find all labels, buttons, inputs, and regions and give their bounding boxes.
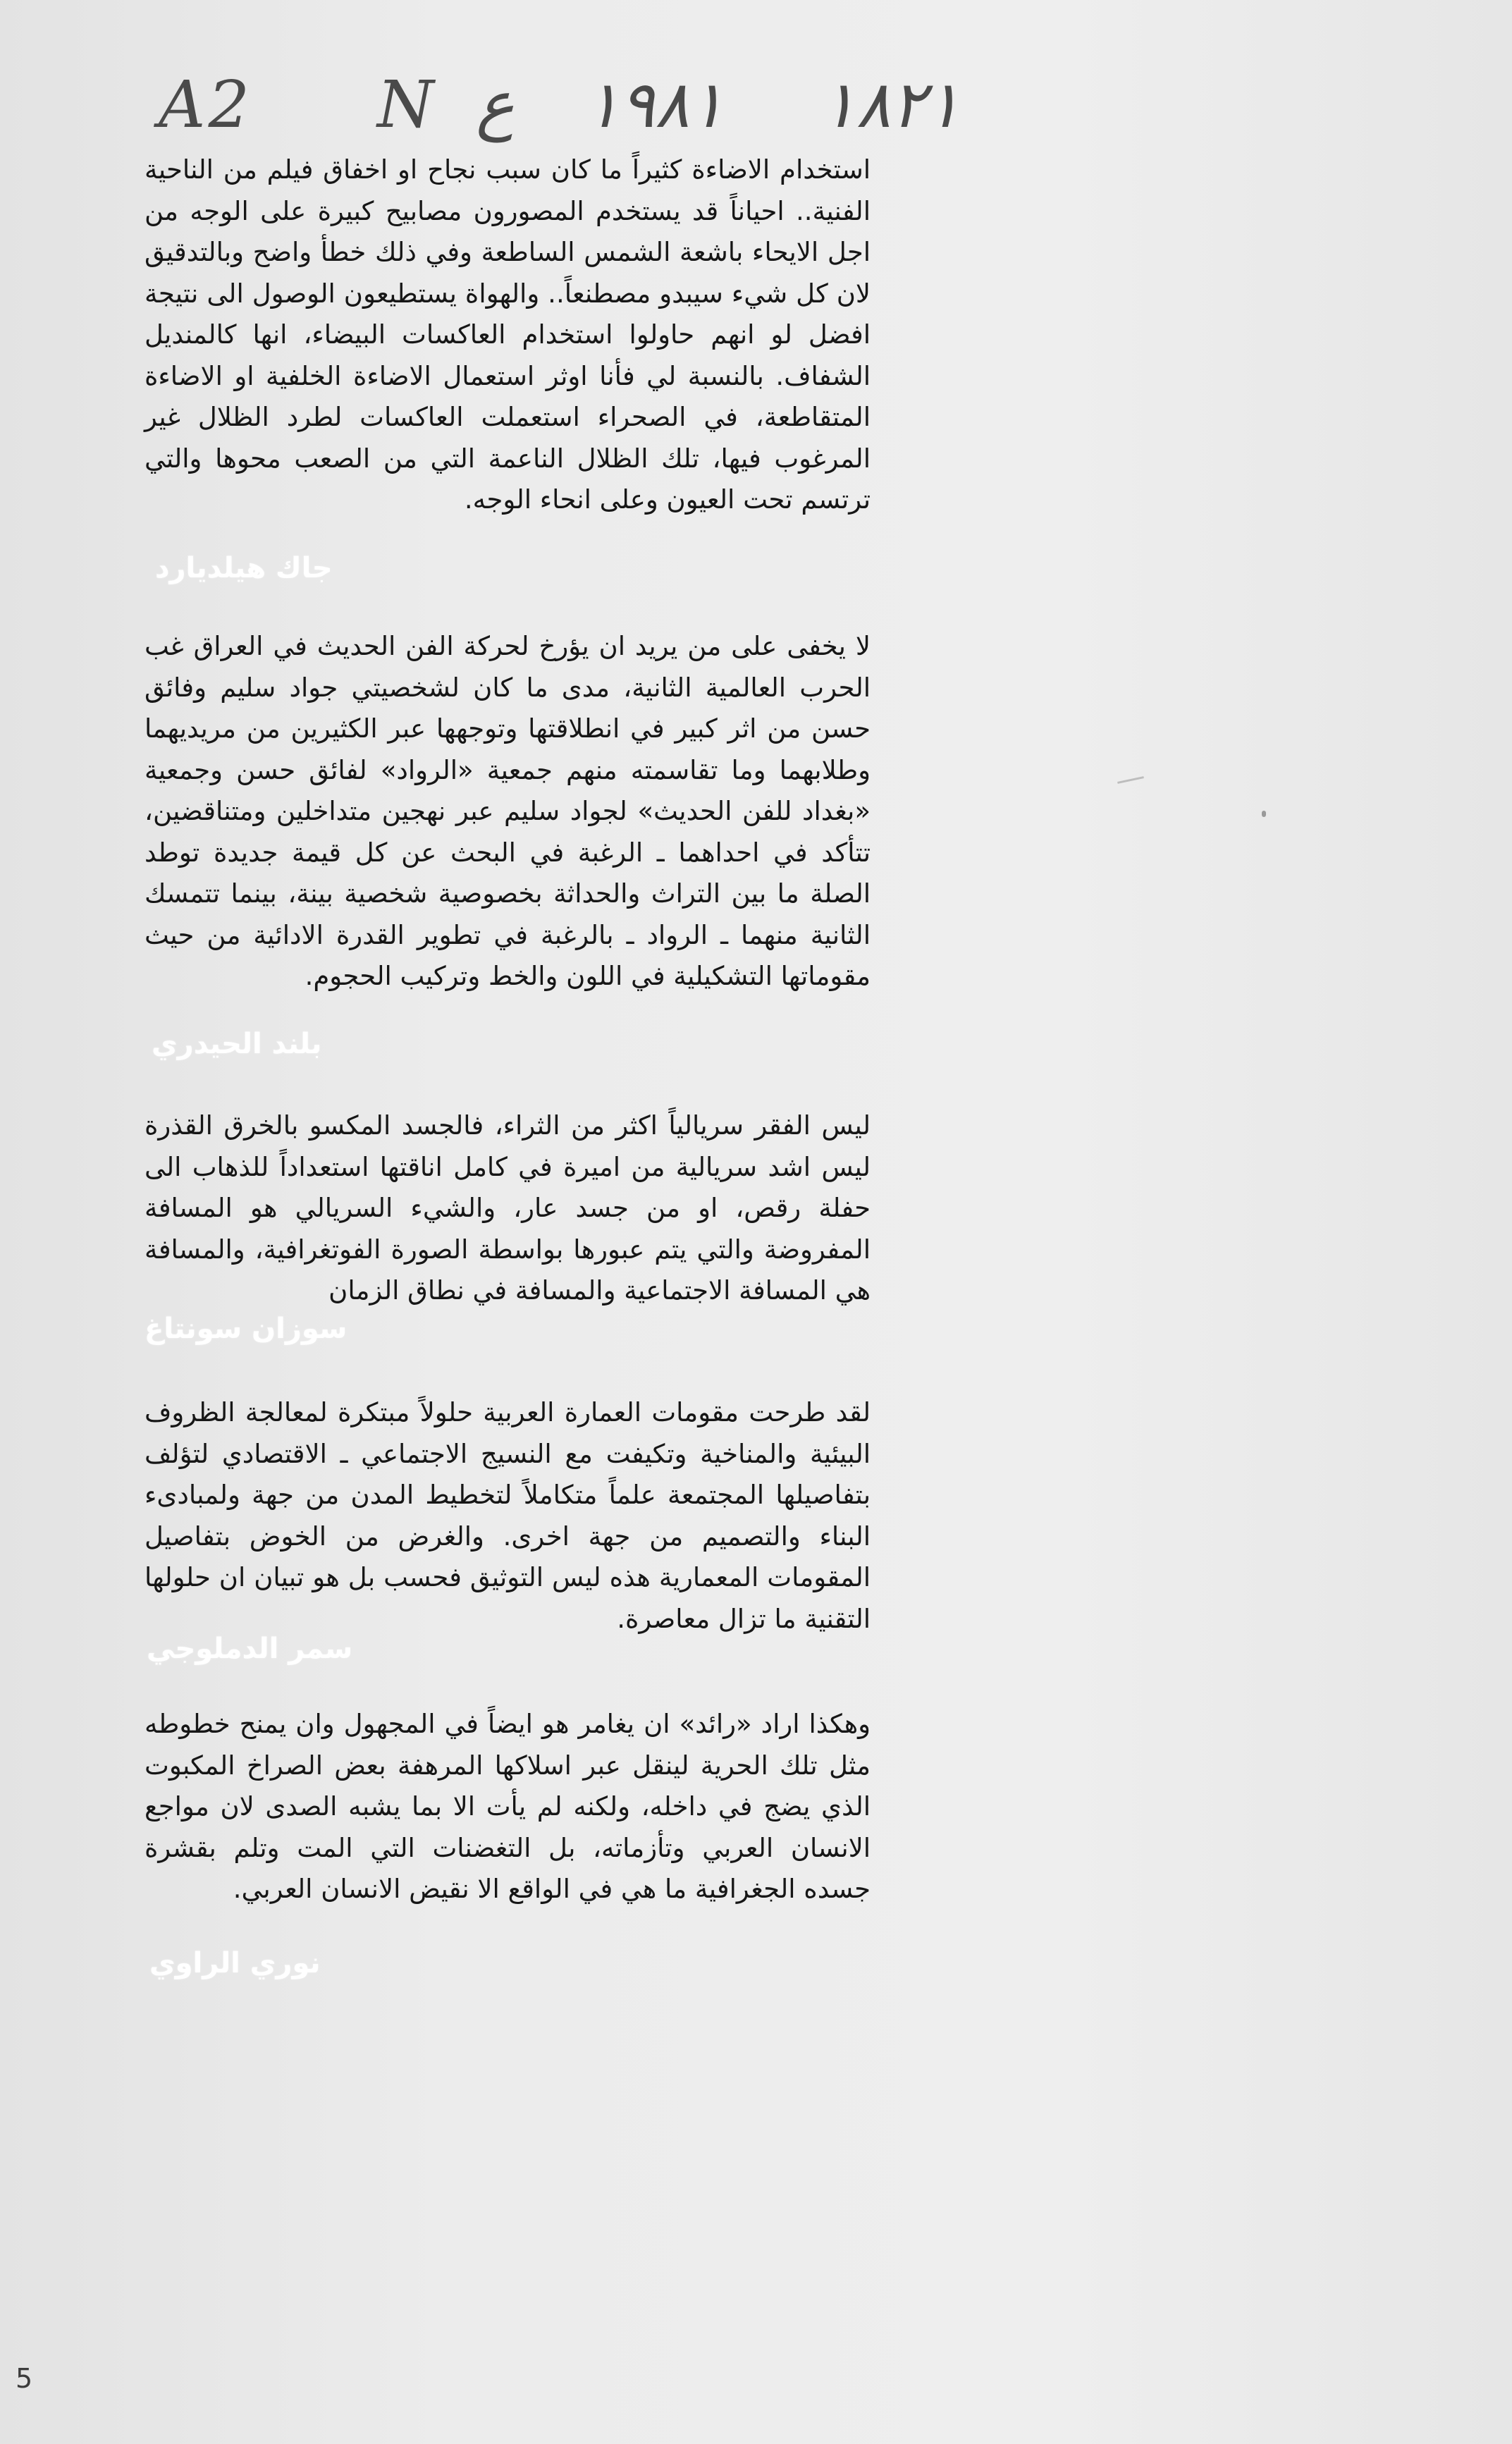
author-name: نوري الراوي (149, 1947, 321, 1979)
quote-paragraph: وهكذا اراد «رائد» ان يغامر هو ايضاً في المجهول وان يمنح خطوطه مثل تلك الحرية لينقل عبر اسلاكها المرهفة بعض الصراخ المكبوت الذي يضج في داخله، ولكنه لم يأت الا بما يشبه الصدى لان مواجع الانسان العربي وتأزماته، بل التغضنات التي المت وتلم بقشرة جسده الجغرافية ما هي في الواقع الا نقيض الانسان العربي. (145, 1709, 871, 1904)
author-name: بلند الحيدري (152, 1028, 322, 1060)
handwritten-annotation: A2 (159, 67, 252, 142)
quote-paragraph: لقد طرحت مقومات العمارة العربية حلولاً مبتكرة لمعالجة الظروف البيئية والمناخية وتكيفت مع النسيج الاجتماعي ـ الاقتصادي لتؤلف بتفاصيلها المجتمعة علماً متكاملاً لتخطيط المدن من جهة ولمبادىء البناء والتصميم من جهة اخرى. والغرض من الخوض بتفاصيل المقومات المعمارية هذه ليس التوثيق فحسب بل هو تبيان ان حلولها التقنية ما تزال معاصرة. (145, 1397, 871, 1634)
author-name: سوزان سونتاغ (145, 1313, 348, 1345)
handwritten-annotation: N (377, 67, 437, 142)
quote-section (145, 1392, 871, 1640)
handwritten-annotation: ١٨٢١ (821, 67, 961, 142)
author-name: جاك هيلديارد (155, 552, 333, 584)
quote-section (145, 1704, 871, 1910)
page-number: 5 (16, 2363, 33, 2394)
quote-section (145, 149, 871, 521)
handwritten-annotation: ع (476, 67, 515, 142)
quote-section (145, 626, 871, 997)
stray-mark (1117, 776, 1144, 784)
stray-mark (1262, 811, 1266, 817)
quote-section (145, 1105, 871, 1312)
quote-paragraph: ليس الفقر سريالياً اكثر من الثراء، فالجسد المكسو بالخرق القذرة ليس اشد سريالية من اميرة في كامل اناقتها استعداداً للذهاب الى حفلة رقص، او من جسد عار، والشيء السريالي هو المسافة المفروضة والتي يتم عبورها بواسطة الصورة الفوتغرافية، والمسافة هي المسافة الاجتماعية والمسافة في نطاق الزمان (145, 1110, 871, 1306)
quote-paragraph: استخدام الاضاءة كثيراً ما كان سبب نجاح او اخفاق فيلم من الناحية الفنية.. احياناً قد يستخدم المصورون مصابيح كبيرة على الوجه من اجل الايحاء باشعة الشمس الساطعة وفي ذلك خطأ واضح وبالتدقيق لان كل شيء سيبدو مصطنعاً.. والهواة يستطيعون الوصول الى نتيجة افضل لو انهم حاولوا استخدام العاكسات البيضاء، انها كالمنديل الشفاف. بالنسبة لي فأنا اوثر استعمال الاضاءة الخلفية او الاضاءة المتقاطعة، في الصحراء استعملت العاكسات لطرد الظلال غير المرغوب فيها، تلك الظلال الناعمة التي من الصعب محوها والتي ترتسم تحت العيون وعلى انحاء الوجه. (145, 154, 871, 515)
handwritten-annotation: ١٩٨١ (585, 67, 725, 142)
quote-paragraph: لا يخفى على من يريد ان يؤرخ لحركة الفن الحديث في العراق غب الحرب العالمية الثانية، مدى ما كان لشخصيتي جواد سليم وفائق حسن من اثر كبير في انطلاقتها وتوجهها عبر الكثيرين من مريديهما وطلابهما وما تقاسمته منهم جمعية «الرواد» لفائق حسن وجمعية «بغداد للفن الحديث» لجواد سليم عبر نهجين متداخلين ومتناقضين، تتأكد في احداهما ـ الرغبة في البحث عن كل قيمة جديدة توطد الصلة ما بين التراث والحداثة بخصوصية شخصية بينة، بينما تتمسك الثانية منهما ـ الرواد ـ بالرغبة في تطوير القدرة الادائية من حيث مقوماتها التشكيلية في اللون والخط وتركيب الحجوم. (145, 631, 871, 991)
author-name: سمر الدملوجي (147, 1633, 353, 1665)
